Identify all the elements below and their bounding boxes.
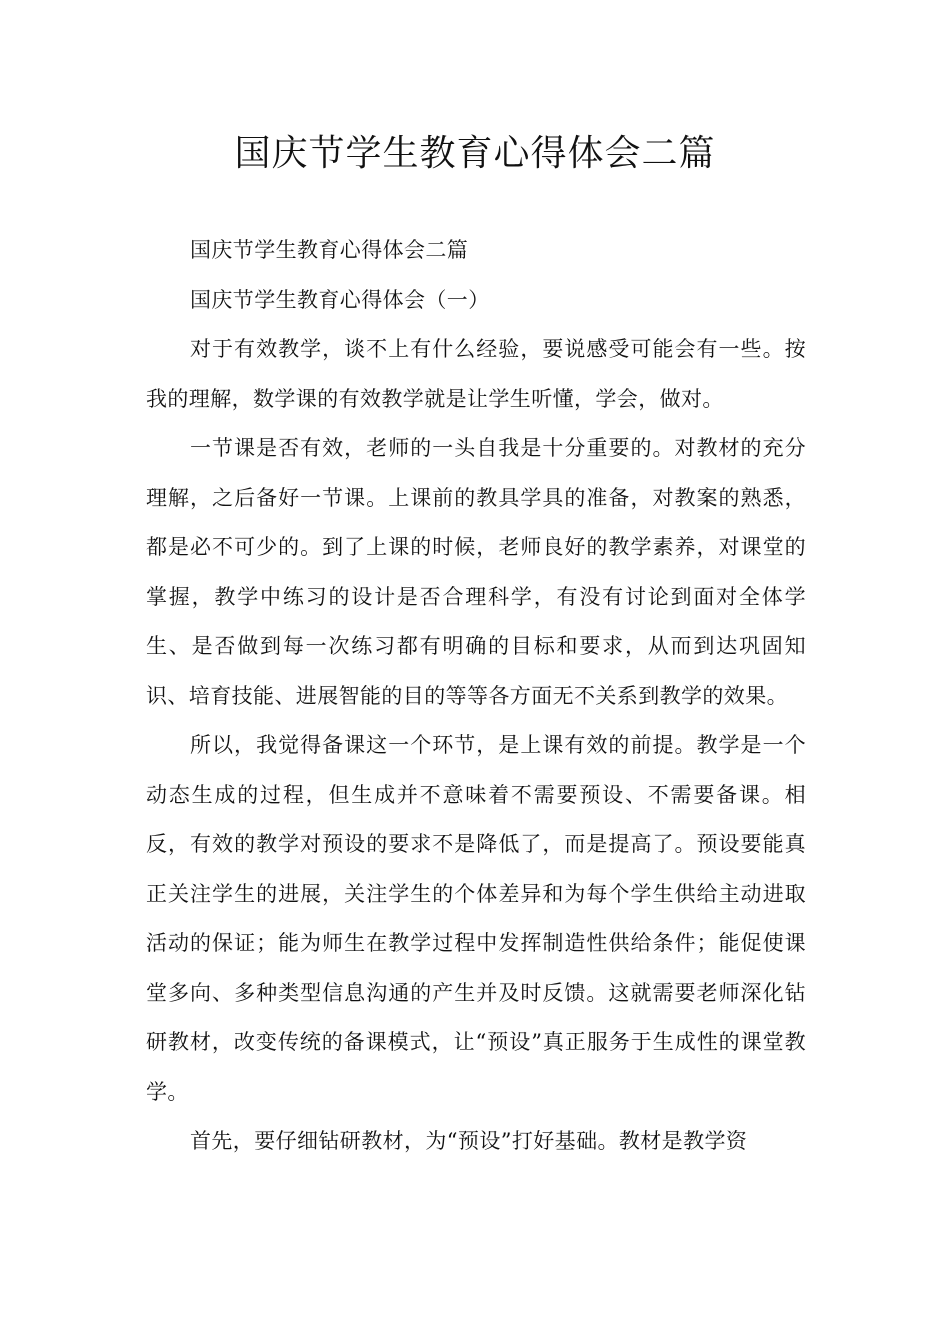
paragraph: 对于有效教学，谈不上有什么经验，要说感受可能会有一些。按我的理解，数学课的有效教学就是让学生听懂，学会，做对。 <box>146 337 806 411</box>
paragraph-subtitle: 国庆节学生教育心得体会二篇 <box>190 238 469 262</box>
paragraph: 一节课是否有效，老师的一头自我是十分重要的。对教材的充分理解，之后备好一节课。上课前的教具学具的准备，对教案的熟悉，都是必不可少的。到了上课的时候，老师良好的教学素养，对课堂的掌握，教学中练习的设计是否合理科学，有没有讨论到面对全体学生、是否做到每一次练习都有明确的目标和要求，从而到达巩固知识、培育技能、进展智能的目的等等各方面无不关系到教学的效果。 <box>146 436 806 708</box>
document-body <box>146 226 806 1167</box>
document-title: 国庆节学生教育心得体会二篇 <box>234 133 716 174</box>
paragraph-section-heading: 国庆节学生教育心得体会（一） <box>190 287 490 312</box>
paragraph: 首先，要仔细钻研教材，为“预设”打好基础。教材是教学资 <box>190 1129 748 1153</box>
paragraph: 所以，我觉得备课这一个环节，是上课有效的前提。教学是一个动态生成的过程，但生成并不意味着不需要预设、不需要备课。相反，有效的教学对预设的要求不是降低了，而是提高了。预设要能真正关注学生的进展，关注学生的个体差异和为每个学生供给主动进取活动的保证；能为师生在教学过程中发挥制造性供给条件；能促使课堂多向、多种类型信息沟通的产生并及时反馈。这就需要老师深化钻研教材，改变传统的备课模式，让“预设”真正服务于生成性的课堂教学。 <box>146 733 806 1104</box>
